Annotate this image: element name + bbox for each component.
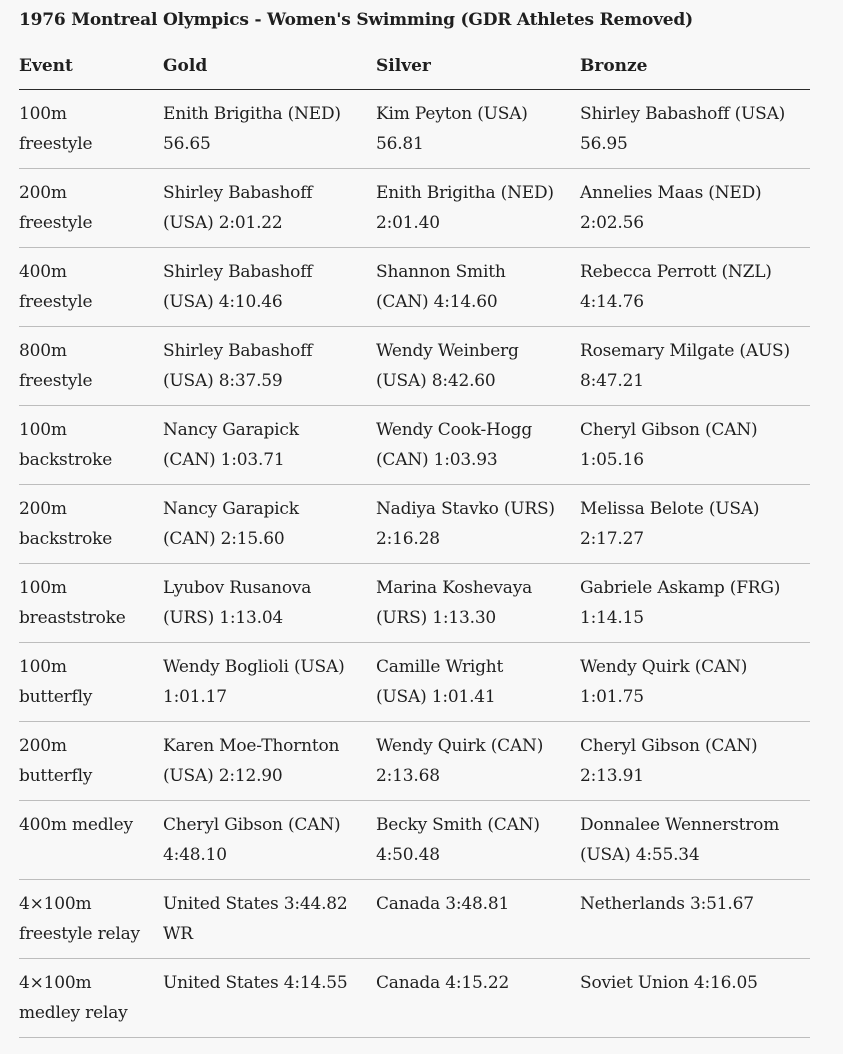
table-row [19, 327, 810, 406]
cell-event-line: 4×100m [19, 894, 92, 914]
cell-event-line: 400m medley [19, 815, 133, 835]
cell-silver [376, 248, 580, 327]
cell-event-line: backstroke [19, 450, 113, 470]
cell-event [19, 485, 163, 564]
cell-event-line: freestyle [19, 213, 93, 233]
cell-event-line: 100m [19, 657, 67, 677]
cell-bronze-line: Netherlands 3:51.67 [580, 894, 754, 914]
column-header-silver: Silver [376, 54, 580, 90]
cell-silver-line: 4:50.48 [376, 845, 440, 865]
cell-event-line: 200m [19, 183, 67, 203]
cell-bronze-line: Shirley Babashoff (USA) [580, 104, 786, 124]
table-row [19, 169, 810, 248]
cell-gold-line: Shirley Babashoff [163, 262, 313, 282]
cell-event-line: breaststroke [19, 608, 126, 628]
cell-gold-line: Cheryl Gibson (CAN) [163, 815, 341, 835]
cell-silver-line: Wendy Cook-Hogg [376, 420, 533, 440]
cell-silver [376, 801, 580, 880]
cell-event [19, 169, 163, 248]
cell-silver-line: Enith Brigitha (NED) [376, 183, 554, 203]
cell-event-line: butterfly [19, 766, 93, 786]
cell-gold-line: United States 4:14.55 [163, 973, 348, 993]
cell-event-line: 100m [19, 104, 67, 124]
cell-bronze-line: Cheryl Gibson (CAN) [580, 736, 758, 756]
cell-silver-line: (CAN) 4:14.60 [376, 292, 498, 312]
cell-event-line: 200m [19, 499, 67, 519]
table-row [19, 643, 810, 722]
table-row [19, 564, 810, 643]
cell-event [19, 90, 163, 169]
cell-silver-line: Wendy Weinberg [376, 341, 519, 361]
cell-gold [163, 722, 376, 801]
cell-gold-line: Nancy Garapick [163, 499, 299, 519]
cell-gold [163, 169, 376, 248]
cell-silver-line: 56.81 [376, 134, 424, 154]
cell-gold-line: (USA) 4:10.46 [163, 292, 283, 312]
cell-event-line: freestyle [19, 134, 93, 154]
cell-bronze [580, 959, 810, 1038]
cell-silver-line: 2:13.68 [376, 766, 440, 786]
cell-event-line: freestyle [19, 292, 93, 312]
cell-silver-line: Canada 4:15.22 [376, 973, 510, 993]
cell-event-line: butterfly [19, 687, 93, 707]
header-row [19, 54, 810, 90]
cell-silver [376, 959, 580, 1038]
cell-gold [163, 801, 376, 880]
column-header-bronze: Bronze [580, 54, 810, 90]
cell-bronze-line: Rosemary Milgate (AUS) [580, 341, 790, 361]
cell-silver [376, 169, 580, 248]
cell-gold-line: (CAN) 1:03.71 [163, 450, 285, 470]
cell-event-line: 100m [19, 578, 67, 598]
cell-gold [163, 643, 376, 722]
cell-event-line: medley relay [19, 1003, 128, 1023]
cell-gold-line: WR [163, 924, 193, 944]
cell-bronze [580, 485, 810, 564]
cell-bronze-line: Gabriele Askamp (FRG) [580, 578, 781, 598]
cell-silver-line: Marina Koshevaya [376, 578, 533, 598]
cell-bronze [580, 90, 810, 169]
cell-bronze [580, 169, 810, 248]
cell-event-line: 800m [19, 341, 67, 361]
cell-bronze-line: (USA) 4:55.34 [580, 845, 700, 865]
cell-event [19, 959, 163, 1038]
cell-bronze-line: 8:47.21 [580, 371, 644, 391]
cell-gold-line: Nancy Garapick [163, 420, 299, 440]
cell-gold [163, 406, 376, 485]
cell-gold-line: 56.65 [163, 134, 211, 154]
table-row [19, 722, 810, 801]
cell-gold-line: (USA) 2:01.22 [163, 213, 283, 233]
cell-gold [163, 327, 376, 406]
table-row [19, 406, 810, 485]
cell-event [19, 643, 163, 722]
cell-event-line: 100m [19, 420, 67, 440]
cell-silver-line: 2:16.28 [376, 529, 440, 549]
table-row [19, 880, 810, 959]
cell-event [19, 880, 163, 959]
cell-event [19, 327, 163, 406]
cell-bronze-line: Donnalee Wennerstrom [580, 815, 780, 835]
cell-bronze-line: 2:17.27 [580, 529, 644, 549]
cell-bronze-line: Cheryl Gibson (CAN) [580, 420, 758, 440]
table-row [19, 90, 810, 169]
cell-event-line: backstroke [19, 529, 113, 549]
cell-bronze [580, 801, 810, 880]
cell-bronze [580, 248, 810, 327]
table-row [19, 248, 810, 327]
cell-event [19, 406, 163, 485]
cell-event-line: 4×100m [19, 973, 92, 993]
cell-gold-line: Lyubov Rusanova [163, 578, 312, 598]
column-header-gold: Gold [163, 54, 376, 90]
cell-bronze-line: 56.95 [580, 134, 628, 154]
cell-gold-line: Wendy Boglioli (USA) [163, 657, 345, 677]
cell-silver [376, 643, 580, 722]
cell-gold-line: Shirley Babashoff [163, 183, 313, 203]
medal-table [19, 54, 810, 1038]
cell-bronze-line: 2:02.56 [580, 213, 644, 233]
cell-gold-line: Enith Brigitha (NED) [163, 104, 341, 124]
cell-bronze [580, 643, 810, 722]
cell-bronze-line: 1:05.16 [580, 450, 644, 470]
cell-silver-line: Shannon Smith [376, 262, 506, 282]
cell-silver [376, 90, 580, 169]
cell-gold-line: (URS) 1:13.04 [163, 608, 284, 628]
cell-silver-line: Becky Smith (CAN) [376, 815, 540, 835]
cell-event [19, 722, 163, 801]
cell-event-line: freestyle relay [19, 924, 140, 944]
table-row [19, 485, 810, 564]
cell-gold-line: (USA) 8:37.59 [163, 371, 283, 391]
cell-silver [376, 485, 580, 564]
table-row [19, 801, 810, 880]
cell-gold-line: (CAN) 2:15.60 [163, 529, 285, 549]
cell-gold [163, 880, 376, 959]
cell-silver-line: Nadiya Stavko (URS) [376, 499, 555, 519]
cell-silver [376, 564, 580, 643]
cell-event-line: freestyle [19, 371, 93, 391]
cell-bronze-line: 1:14.15 [580, 608, 644, 628]
cell-silver-line: Canada 3:48.81 [376, 894, 510, 914]
cell-silver-line: (USA) 8:42.60 [376, 371, 496, 391]
cell-gold [163, 564, 376, 643]
cell-gold-line: United States 3:44.82 [163, 894, 348, 914]
cell-bronze-line: 4:14.76 [580, 292, 644, 312]
cell-gold-line: 4:48.10 [163, 845, 227, 865]
cell-silver-line: (USA) 1:01.41 [376, 687, 496, 707]
cell-event [19, 801, 163, 880]
cell-silver [376, 722, 580, 801]
cell-silver-line: 2:01.40 [376, 213, 440, 233]
cell-silver [376, 406, 580, 485]
cell-silver-line: Camille Wright [376, 657, 504, 677]
cell-bronze-line: 2:13.91 [580, 766, 644, 786]
page-title: 1976 Montreal Olympics - Women's Swimming (GDR Athletes Removed) [19, 10, 693, 30]
cell-bronze-line: Wendy Quirk (CAN) [580, 657, 748, 677]
cell-event [19, 564, 163, 643]
cell-bronze-line: Soviet Union 4:16.05 [580, 973, 758, 993]
cell-silver-line: Wendy Quirk (CAN) [376, 736, 544, 756]
cell-gold-line: 1:01.17 [163, 687, 227, 707]
cell-bronze [580, 880, 810, 959]
cell-bronze [580, 327, 810, 406]
cell-silver-line: (CAN) 1:03.93 [376, 450, 498, 470]
cell-bronze-line: Rebecca Perrott (NZL) [580, 262, 772, 282]
cell-silver-line: Kim Peyton (USA) [376, 104, 528, 124]
cell-event-line: 400m [19, 262, 67, 282]
cell-gold-line: Shirley Babashoff [163, 341, 313, 361]
cell-gold-line: (USA) 2:12.90 [163, 766, 283, 786]
cell-bronze [580, 406, 810, 485]
cell-gold [163, 959, 376, 1038]
cell-bronze [580, 564, 810, 643]
cell-bronze-line: Melissa Belote (USA) [580, 499, 760, 519]
cell-gold-line: Karen Moe-Thornton [163, 736, 340, 756]
cell-silver [376, 880, 580, 959]
table-row [19, 959, 810, 1038]
cell-silver-line: (URS) 1:13.30 [376, 608, 497, 628]
cell-gold [163, 248, 376, 327]
cell-silver [376, 327, 580, 406]
cell-event [19, 248, 163, 327]
table-body [19, 90, 810, 1038]
cell-event-line: 200m [19, 736, 67, 756]
column-header-event: Event [19, 54, 163, 90]
cell-bronze [580, 722, 810, 801]
cell-bronze-line: 1:01.75 [580, 687, 644, 707]
cell-gold [163, 90, 376, 169]
cell-bronze-line: Annelies Maas (NED) [580, 183, 762, 203]
cell-gold [163, 485, 376, 564]
